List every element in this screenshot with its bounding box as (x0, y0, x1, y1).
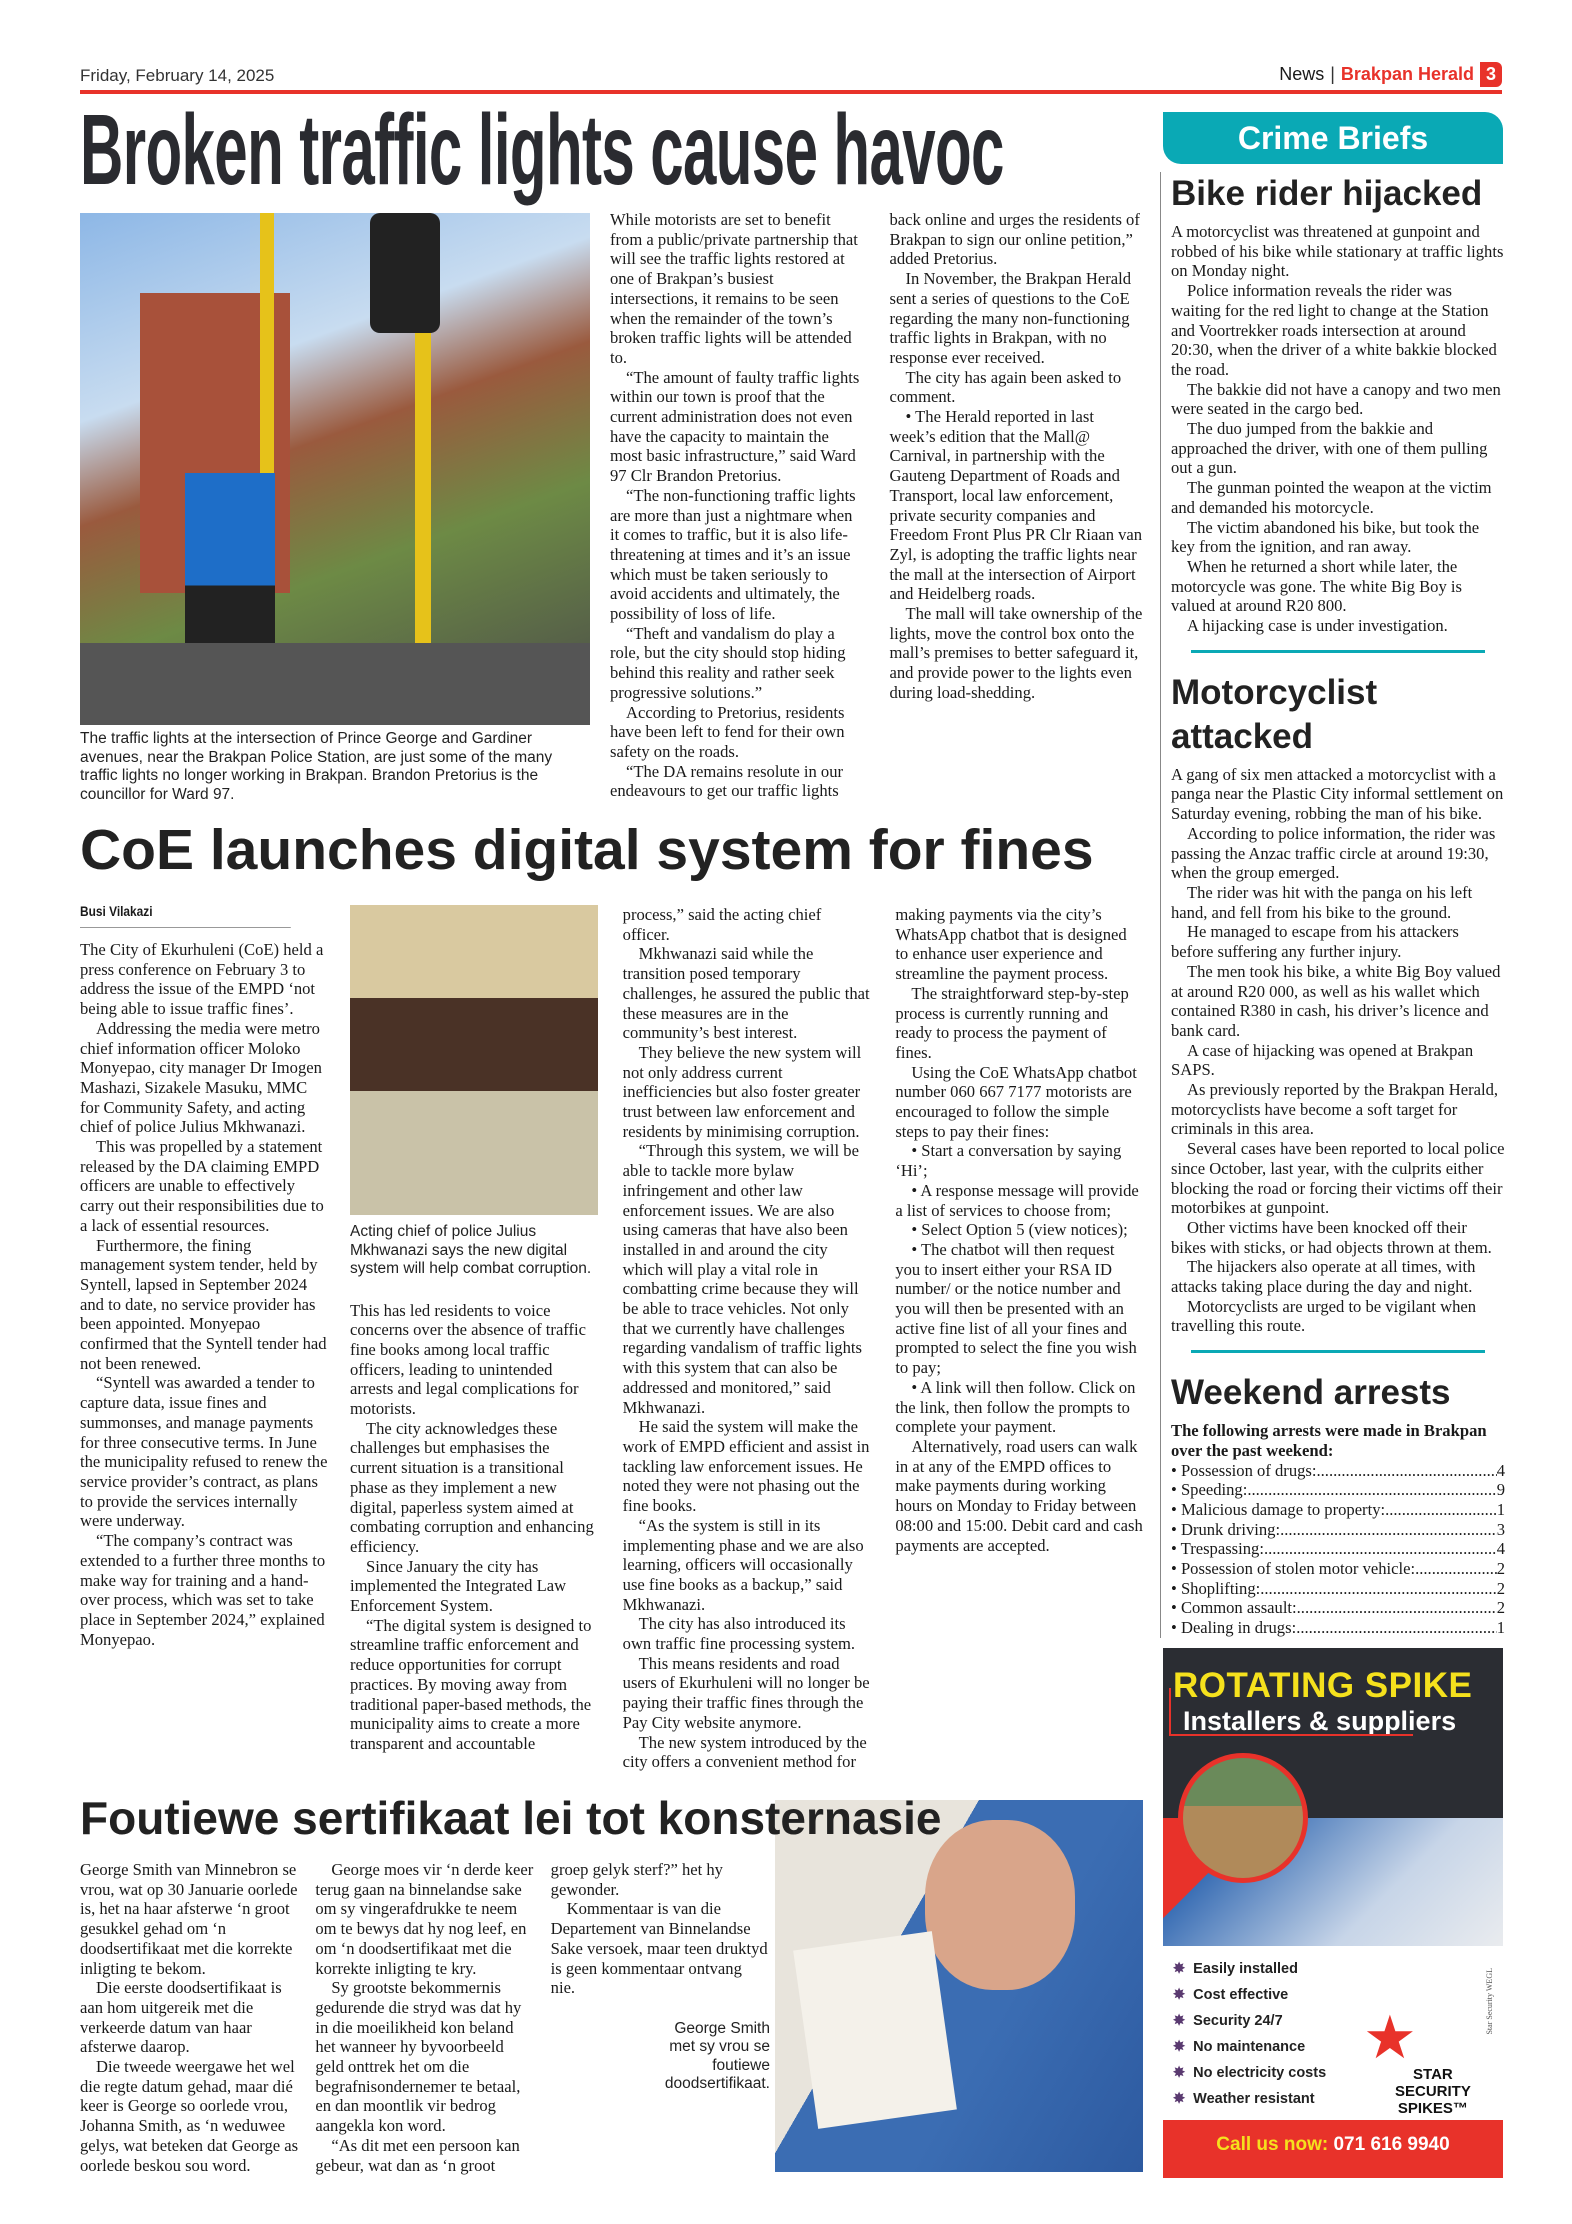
arrest-count: 2 (1496, 1559, 1505, 1579)
crime-briefs-column (1160, 172, 1505, 1638)
masthead: News | Brakpan Herald 3 (1279, 62, 1502, 87)
arrest-item (1171, 1480, 1505, 1500)
paragraph: The City of Ekurhuleni (CoE) held a press conference on February 3 to address the issue of the EMPD ‘not being able to issue traffic fines’. (80, 940, 324, 1019)
arrest-item (1171, 1618, 1505, 1638)
paragraph: This was propelled by a statement released by the DA claiming EMPD officers are unable to effectively carry out their responsibilities due to a lack of essential resources. (80, 1137, 324, 1235)
leader-dots (1385, 1500, 1497, 1520)
arrest-item (1171, 1539, 1505, 1559)
paragraph: A gang of six men attacked a motorcyclist with a panga near the Plastic City informal settlement on Saturday evening, robbing the man of his bike. (1171, 764, 1504, 824)
paragraph: • Select Option 5 (view notices); (911, 1220, 1128, 1240)
paragraph: “The non-functioning traffic lights are more than just a nightmare when it comes to traffic, but it is also life-threatening at times and it’s an issue which must be taken seriously to avoid accidents and ultimately, the possibility of loss of life. (610, 485, 856, 624)
arrest-item (1171, 1520, 1505, 1540)
leader-dots (1280, 1520, 1497, 1540)
leader-dots (1296, 1618, 1497, 1638)
arrest-count: 2 (1496, 1598, 1505, 1618)
paragraph: Using the CoE WhatsApp chatbot number 060 667 7177 motorists are encouraged to follow the simple steps to pay their fines: (895, 1062, 1137, 1141)
paragraph: “As the system is still in its implementing phase and we are also learning, officers will occasionally use fine books as a backup,” said Mkhwanazi. (622, 1515, 864, 1614)
ad-feature (1173, 1982, 1326, 2008)
ad-title: ROTATING SPIKE (1173, 1666, 1473, 1705)
ad-feature-label: No maintenance (1193, 2039, 1306, 2055)
coe-headline: CoE launches digital system for fines (80, 818, 1094, 882)
paragraph: According to police information, the rider was passing the Anzac traffic circle at around 19:30, when the group emerged. (1171, 823, 1496, 883)
arrest-item (1171, 1559, 1505, 1579)
moto-brief-headline: Motorcyclist attacked (1171, 672, 1378, 756)
leader-dots (1264, 1539, 1497, 1559)
divider (1191, 650, 1485, 653)
paragraph: He managed to escape from his attackers before suffering any further injury. (1171, 922, 1459, 962)
arrests-list (1171, 1461, 1505, 1638)
paragraph: Die eerste doodsertifikaat is aan hom uitgereik met die verkeerde datum van haar afsterwe daarop. (80, 1978, 282, 2057)
paper-name: Brakpan Herald (1340, 64, 1474, 84)
paragraph: Sy grootste bekommernis gedurende die stryd was dat hy in die moeilikheid kon beland het wanneer hy byvoorbeeld geld onttrek het om die begrafnisondernemer te betaal, en dan moontlik vir bedrog aangekla kon word. (315, 1978, 522, 2136)
ad-credit: Star Security WEGL (1485, 1968, 1494, 2035)
ad-brand (1395, 2066, 1471, 2117)
spike-closeup-photo (1178, 1753, 1308, 1883)
paragraph: Furthermore, the fining management system tender, held by Syntell, lapsed in September 2024 and to date, no service provider has been appointed. Monyepao confirmed that the Syntell tender had not been renewed. (80, 1235, 327, 1373)
paragraph: “As dit met een persoon kan gebeur, wat dan as ‘n groot groep gelyk sterf?” het hy gewonder. (315, 1860, 723, 2175)
arrest-label: • Dealing in drugs: (1171, 1618, 1297, 1638)
byline: Busi Vilakazi (80, 903, 291, 928)
arrest-label: • Possession of stolen motor vehicle: (1171, 1559, 1416, 1579)
paragraph: “Syntell was awarded a tender to capture data, issue fines and summonses, and manage payments for three consecutive terms. In June the municipality refused to renew the service provider’s contract, as plans to provide the services internally were underway. (80, 1373, 328, 1531)
paragraph: Other victims have been knocked off their bikes with sticks, or had objects thrown at them. (1171, 1217, 1492, 1257)
paragraph: • The Herald reported in last week’s edition that the Mall@ Carnival, in partnership with the Gauteng Department of Roads and Transport, local law enforcement, private security companies and Freedom Front Plus PR Clr Riaan van Zyl, is adopting the traffic lights near the mall at the intersection of Airport and Heidelberg roads. (889, 407, 1143, 604)
george-smith-photo (775, 1800, 1143, 2172)
arrest-item (1171, 1579, 1505, 1599)
paragraph: The city acknowledges these challenges but emphasises the current situation is a transitional phase as they implement a new digital, paperless system aimed at combating corruption and enhancing efficiency. (350, 1418, 594, 1556)
paragraph: The gunman pointed the weapon at the victim and demanded his motorcycle. (1171, 478, 1492, 517)
paragraph: As previously reported by the Brakpan Herald, motorcyclists have become a soft target for criminals in this area. (1171, 1080, 1499, 1139)
star-bullet-icon: ✸ (1173, 2065, 1186, 2081)
paragraph: “The amount of faulty traffic lights within our town is proof that the current administration does not even have the capacity to maintain the most basic infrastructure,” said Ward 97 Clr Brandon Pretorius. (610, 367, 860, 486)
police-chief-photo (350, 905, 598, 1215)
paragraph: He said the system will make the work of EMPD efficient and assist in tackling law enforcement issues. He noted they were not phasing out the fine books. (622, 1417, 870, 1516)
afrikaans-body (80, 1860, 770, 2180)
face-shape (925, 1820, 1075, 1990)
paragraph: They believe the new system will not only address current inefficiencies but also foster greater trust between law enforcement and residents by minimising corruption. (622, 1042, 862, 1141)
leader-dots (1415, 1559, 1497, 1579)
arrests-intro: The following arrests were made in Brakpan over the past weekend: (1171, 1421, 1487, 1460)
star-bullet-icon: ✸ (1173, 1961, 1186, 1977)
paragraph: The new system introduced by the city offers a convenient method for making payments via the city’s WhatsApp chatbot that is designed to enhance user experience and streamline the payment process. (622, 905, 1127, 1772)
arrest-item (1171, 1500, 1505, 1520)
cta-phone[interactable]: 071 616 9940 (1333, 2134, 1450, 2155)
ad-feature-label: Weather resistant (1193, 2091, 1315, 2107)
paragraph: The victim abandoned his bike, but took the key from the ignition, and ran away. (1171, 517, 1480, 557)
paragraph: George Smith van Minnebron se vrou, wat op 30 Januarie oorlede is, het na haar afsterwe ‘n groot gesukkel gehad om ‘n doodsertifikaat met die korrekte inligting te bekom. (80, 1860, 298, 1978)
ad-feature-label: Security 24/7 (1193, 2013, 1283, 2029)
paragraph: The city has again been asked to comment. (889, 367, 1122, 407)
ad-subtitle: Installers & suppliers (1183, 1706, 1457, 1736)
arrest-label: • Possession of drugs: (1171, 1460, 1317, 1480)
paragraph: Several cases have been reported to local police since October, last year, with the culprits either blocking the road or forcing their victims off their motorbikes at gunpoint. (1171, 1139, 1505, 1218)
paragraph: Mkhwanazi said while the transition posed temporary challenges, he assured the public that these measures are in the community’s best interest. (622, 944, 870, 1043)
paragraph: Die tweede weergawe het wel die regte datum gehad, maar dié keer is George so oorlede vrou, Johanna Smith, as ‘n weduwee gelys, wat beteken dat George as oorlede beskou sou word. (80, 2057, 299, 2175)
paragraph: The city has also introduced its own traffic fine processing system. (622, 1614, 856, 1654)
afrikaans-headline: Foutiewe sertifikaat lei tot konsternasie (80, 1792, 942, 1844)
ad-feature (1173, 2034, 1326, 2060)
bike-brief-headline: Bike rider hijacked (1171, 174, 1483, 213)
paragraph: “The company’s contract was extended to a further three months to make way for training and a hand-over process, which was set to take place in September 2024,” explained Monyepao. (80, 1531, 326, 1649)
paragraph: • A link will then follow. Click on the link, then follow the prompts to complete your payment. (895, 1377, 1136, 1437)
paragraph: Motorcyclists are urged to be vigilant when travelling this route. (1171, 1296, 1477, 1336)
paragraph: “Through this system, we will be able to tackle more bylaw infringement and other law enforcement issues. We are also using cameras that have also been installed in and around the city which will play a vital role in combatting crime because they will be able to trace vehicles. Not only that we currently have challenges regarding vandalism of traffic lights with this system that can also be addressed and monitored,” said Mkhwanazi. (622, 1141, 862, 1417)
paragraph: Kommentaar is van die Departement van Binnelandse Sake versoek, maar teen druktyd is geen kommentaar ontvang nie. (550, 1899, 768, 1998)
leader-dots (1260, 1579, 1496, 1599)
cta-label: Call us now: (1216, 2134, 1329, 2155)
ad-brand-line: STAR (1413, 2066, 1453, 2083)
arrest-label: • Common assault: (1171, 1598, 1297, 1618)
star-bullet-icon: ✸ (1173, 2039, 1186, 2055)
paragraph: The mall will take ownership of the lights, move the control box onto the mall’s premises to better safeguard it, and provide power to the lights even during load-shedding. (889, 604, 1143, 702)
paragraph: “The DA remains resolute in our endeavours to get our traffic lights back online and urges the residents of Brakpan to sign our online petition,” added Pretorius. (610, 210, 1140, 801)
leader-dots (1247, 1480, 1496, 1500)
divider (1191, 1350, 1485, 1353)
ad-feature (1173, 1956, 1326, 1982)
paragraph: The hijackers also operate at all times, with attacks taking place during the day and night. (1171, 1257, 1476, 1297)
ad-feature (1173, 2008, 1326, 2034)
arrest-item (1171, 1598, 1505, 1618)
star-logo-icon: ★ (1363, 2004, 1417, 2071)
paragraph: • The chatbot will then request you to insert either your RSA ID number/ or the notice number and you will then be presented with an active fine list of all your fines and prompted to select the fine you wish to pay; (895, 1239, 1137, 1378)
road (80, 643, 590, 725)
traffic-lights-photo (80, 213, 590, 725)
paragraph: Police information reveals the rider was waiting for the red light to change at the Station and Voortrekker roads intersection at around 20:30, when the driver of a white bakkie blocked the road. (1171, 281, 1497, 379)
paragraph: The rider was hit with the panga on his left hand, and fell from his bike to the ground. (1171, 882, 1473, 922)
issue-date: Friday, February 14, 2025 (80, 66, 275, 85)
page-number: 3 (1480, 62, 1502, 87)
arrest-count: 1 (1496, 1618, 1505, 1638)
arrest-label: • Drunk driving: (1171, 1519, 1281, 1539)
ad-feature-label: Easily installed (1193, 1961, 1298, 1977)
arrest-count: 1 (1496, 1499, 1505, 1519)
coe-body-rest (350, 905, 1143, 1775)
arrest-label: • Malicious damage to property: (1171, 1499, 1386, 1519)
rotating-spike-advert[interactable] (1163, 1648, 1503, 2178)
arrest-count: 4 (1496, 1539, 1505, 1559)
paragraph: Addressing the media were metro chief information officer Moloko Monyepao, city manager Dr Imogen Mashazi, Sizakele Masuku, MMC for Community Safety, and acting chief of police Julius Mkhwanazi. (80, 1018, 322, 1137)
arrest-count: 3 (1496, 1519, 1505, 1539)
ad-feature (1173, 2086, 1326, 2112)
paragraph: The duo jumped from the bakkie and approached the driver, with one of them pulling out a gun. (1171, 419, 1488, 478)
star-bullet-icon: ✸ (1173, 2091, 1186, 2107)
arrest-label: • Speeding: (1171, 1480, 1248, 1500)
arrest-count: 9 (1496, 1480, 1505, 1500)
ad-frame (1169, 1688, 1413, 1736)
paragraph: A case of hijacking was opened at Brakpan SAPS. (1171, 1040, 1474, 1080)
paragraph: Since January the city has implemented the Integrated Law Enforcement System. (350, 1556, 567, 1616)
paragraph: While motorists are set to benefit from a public/private partnership that will see the traffic lights restored at one of Brakpan’s busiest intersections, it remains to be seen when the remainder of the town’s broken traffic lights will be attended to. (610, 210, 858, 367)
paragraph: The straightforward step-by-step process is currently running and ready to process the payment of fines. (895, 983, 1129, 1062)
lead-article-body (610, 210, 1143, 810)
paragraph: The men took his bike, a white Big Boy valued at around R20 000, as well as his wallet which contained R380 in cash, his driver’s licence and bank card. (1171, 961, 1501, 1040)
bike-brief-body (1171, 222, 1505, 636)
arrest-item (1171, 1461, 1505, 1481)
traffic-light-head (370, 213, 440, 333)
star-bullet-icon: ✸ (1173, 1987, 1186, 2003)
arrest-count: 4 (1496, 1460, 1505, 1480)
leader-dots (1317, 1461, 1497, 1481)
paragraph: “Theft and vandalism do play a role, but the city should stop hiding behind this reality and rather seek progressive solutions.” (610, 623, 846, 702)
death-certificate (793, 1931, 957, 2129)
ad-features (1173, 1956, 1326, 2112)
paragraph: This means residents and road users of Ekurhuleni will no longer be paying their traffic fines through the Pay City website anymore. (622, 1653, 870, 1732)
leader-dots (1297, 1598, 1497, 1618)
arrest-label: • Trespassing: (1171, 1539, 1264, 1559)
afrikaans-photo-caption: George Smith met sy vrou se foutiewe doodsertifikaat. (664, 2019, 770, 2093)
arrest-count: 2 (1496, 1578, 1505, 1598)
arrest-label: • Shoplifting: (1171, 1578, 1261, 1598)
paragraph: Alternatively, road users can walk in at any of the EMPD offices to make payments during working hours on Monday to Friday between 08:00 and 15:00. Debit card and cash payments are accepted. (895, 1436, 1143, 1555)
paragraph: • A response message will provide a list of services to choose from; (895, 1180, 1139, 1220)
crime-briefs-banner: Crime Briefs (1163, 112, 1503, 164)
paragraph: This has led residents to voice concerns over the absence of traffic fine books among local traffic officers, leading to unintended arrests and legal complications for motorists. (350, 1300, 587, 1419)
paragraph: • Start a conversation by saying ‘Hi’; (895, 1141, 1122, 1181)
paragraph: According to Pretorius, residents have been left to fend for their own safety on the roads. (610, 702, 845, 761)
ad-feature (1173, 2060, 1326, 2086)
paragraph: “The digital system is designed to streamline traffic enforcement and reduce opportunities for corrupt practices. By moving away from traditional paper-based methods, the municipality aims to create a more transparent and accountable process,” said the acting chief officer. (350, 905, 822, 1753)
police-chief-caption: Acting chief of police Julius Mkhwanazi says the new digital system will help combat corruption. (350, 1223, 592, 1277)
ad-feature-label: No electricity costs (1193, 2065, 1327, 2081)
ad-brand-line: SECURITY (1395, 2083, 1471, 2100)
paragraph: The bakkie did not have a canopy and two men were seated in the cargo bed. (1171, 379, 1501, 419)
ad-call-to-action[interactable] (1163, 2120, 1503, 2178)
paragraph: When he returned a short while later, the motorcycle was gone. The white Big Boy is valued at around R20 800. (1171, 556, 1462, 616)
paragraph: A motorcyclist was threatened at gunpoint and robbed of his bike while stationary at traffic lights on Monday night. (1171, 222, 1504, 281)
lead-photo-caption: The traffic lights at the intersection of Prince George and Gardiner avenues, near the Brakpan Police Station, are just some of the many traffic lights no longer working in Brakpan. Brandon Pretorius is the councillor for Ward 97. (80, 730, 553, 803)
paragraph: A hijacking case is under investigation. (1187, 616, 1448, 636)
coe-body-col1 (80, 940, 328, 1649)
moto-brief-body (1171, 765, 1505, 1336)
star-bullet-icon: ✸ (1173, 2013, 1186, 2029)
paragraph: In November, the Brakpan Herald sent a series of questions to the CoE regarding the many non-functioning traffic lights in Brakpan, with no response ever received. (889, 269, 1132, 367)
paragraph: George moes vir ‘n derde keer terug gaan na binnelandse sake om sy vingerafdrukke te neem om te bewys dat hy nog leef, en om ‘n doodsertifikaat met die korrekte inligting te kry. (315, 1860, 534, 1978)
arrests-headline: Weekend arrests (1171, 1373, 1451, 1413)
ad-brand-line: SPIKES™ (1397, 2100, 1468, 2117)
section-label: News (1279, 64, 1325, 84)
lead-headline: Broken traffic lights cause havoc (80, 94, 1004, 206)
ad-feature-label: Cost effective (1193, 1987, 1289, 2003)
